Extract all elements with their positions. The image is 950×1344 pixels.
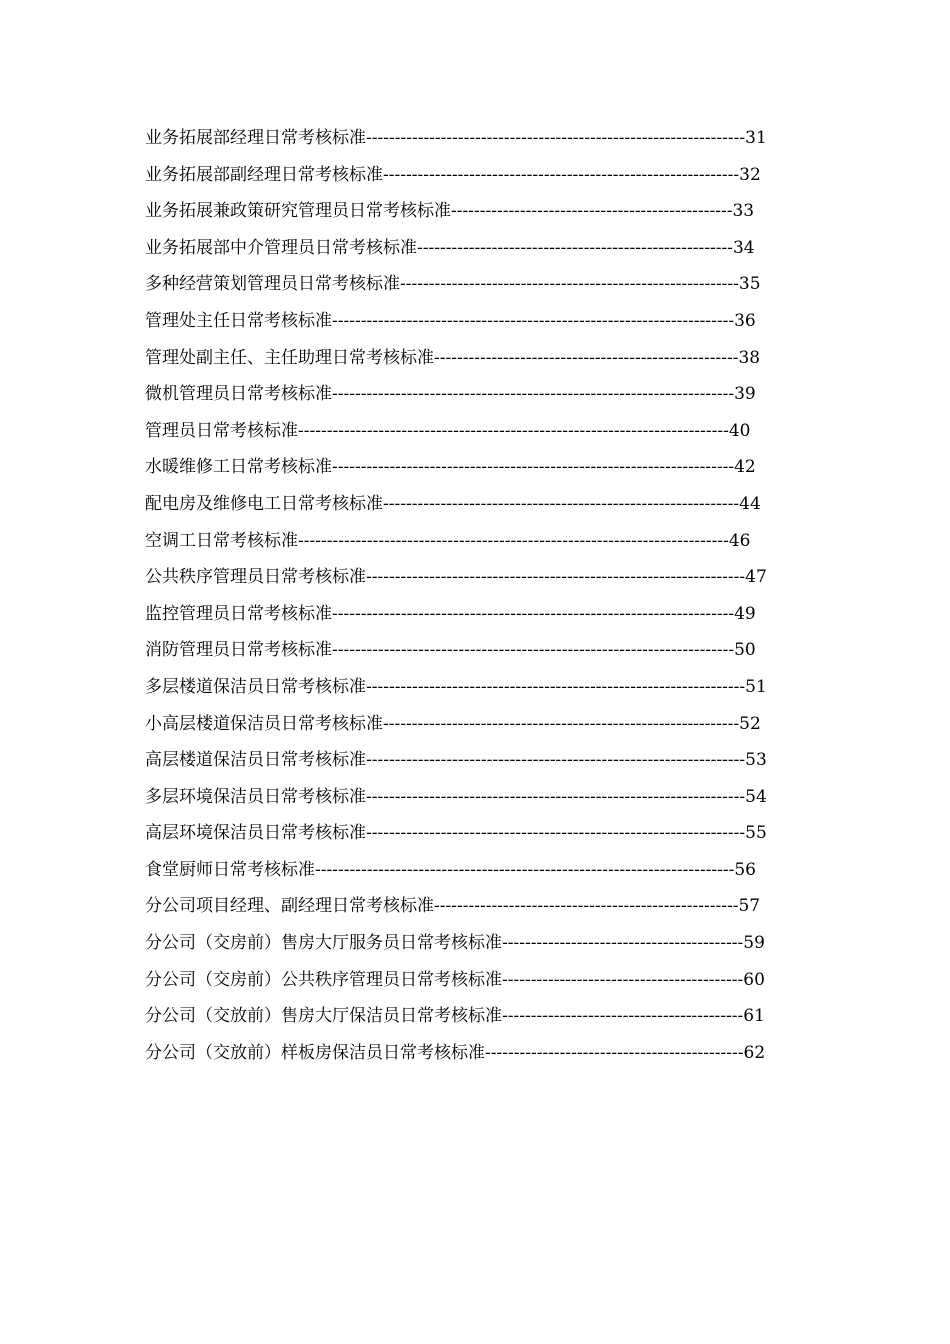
toc-entry-leader: ------------------------------------------------------------------ <box>366 823 746 844</box>
toc-entry[interactable] <box>145 490 805 527</box>
toc-entry-page-number: 60 <box>743 969 765 990</box>
toc-entry-leader: --------------------------------------------------------------------------- <box>298 420 729 441</box>
toc-entry-title: 业务拓展部中介管理员日常考核标准 <box>145 237 417 258</box>
toc-entry-title: 水暖维修工日常考核标准 <box>145 457 332 478</box>
toc-entry-page-number: 54 <box>745 786 767 807</box>
toc-entry-leader: ------------------------------------------------------------------ <box>366 567 746 588</box>
toc-entry[interactable] <box>145 892 805 929</box>
toc-entry-leader: ------------------------------------------------------------------ <box>366 676 746 697</box>
toc-entry-title: 监控管理员日常考核标准 <box>145 603 332 624</box>
toc-entry-leader: ------------------------------------------ <box>502 1006 744 1027</box>
toc-entry-title: 分公司（交放前）样板房保洁员日常考核标准 <box>145 1042 485 1063</box>
toc-entry-leader: ------------------------------------------------------------------ <box>366 786 746 807</box>
toc-entry-leader: -------------------------------------------------------------- <box>383 164 740 185</box>
toc-entry[interactable] <box>145 453 805 490</box>
toc-entry-title: 高层楼道保洁员日常考核标准 <box>145 750 366 771</box>
toc-entry[interactable] <box>145 783 805 820</box>
toc-entry[interactable] <box>145 197 805 234</box>
toc-entry-page-number: 42 <box>734 457 756 478</box>
toc-entry-page-number: 38 <box>738 347 761 368</box>
toc-entry-title: 业务拓展兼政策研究管理员日常考核标准 <box>145 201 451 222</box>
toc-entry[interactable] <box>145 746 805 783</box>
toc-entry[interactable] <box>145 856 805 893</box>
toc-entry-page-number: 32 <box>739 164 761 185</box>
toc-entry-leader: ------------------------------------------------------------------------- <box>315 859 735 880</box>
toc-entry-page-number: 50 <box>734 640 756 661</box>
toc-entry-page-number: 39 <box>734 384 756 405</box>
toc-entry-leader: ------------------------------------------ <box>502 969 744 990</box>
toc-entry-page-number: 62 <box>743 1042 766 1063</box>
toc-entry-title: 多种经营策划管理员日常考核标准 <box>145 274 400 295</box>
toc-entry[interactable] <box>145 819 805 856</box>
toc-entry[interactable] <box>145 161 805 198</box>
toc-entry-page-number: 55 <box>745 823 767 844</box>
toc-entry[interactable] <box>145 1002 805 1039</box>
toc-entry-title: 空调工日常考核标准 <box>145 530 298 551</box>
toc-entry-page-number: 61 <box>743 1006 765 1027</box>
toc-entry-leader: ------------------------------------------------- <box>451 201 733 222</box>
toc-entry-title: 管理员日常考核标准 <box>145 420 298 441</box>
toc-entry[interactable] <box>145 673 805 710</box>
toc-entry-page-number: 53 <box>745 750 767 771</box>
toc-entry-page-number: 51 <box>745 676 767 697</box>
toc-entry-page-number: 49 <box>734 603 756 624</box>
toc-entry-page-number: 36 <box>734 310 756 331</box>
toc-entry-page-number: 35 <box>738 274 761 295</box>
toc-entry[interactable] <box>145 636 805 673</box>
toc-entry-leader: ---------------------------------------------------------------------- <box>332 603 735 624</box>
toc-entry-leader: -------------------------------------------------------------- <box>383 493 740 514</box>
toc-entry-title: 配电房及维修电工日常考核标准 <box>145 493 383 514</box>
toc-entry-leader: --------------------------------------------- <box>485 1042 744 1063</box>
toc-entry-leader: --------------------------------------------------------------------------- <box>298 530 729 551</box>
toc-entry-title: 微机管理员日常考核标准 <box>145 384 332 405</box>
toc-entry-title: 多层环境保洁员日常考核标准 <box>145 786 366 807</box>
toc-entry[interactable] <box>145 124 805 161</box>
toc-entry-page-number: 34 <box>732 237 755 258</box>
toc-entry-leader: ----------------------------------------------------- <box>434 347 739 368</box>
toc-entry[interactable] <box>145 966 805 1003</box>
toc-entry-title: 管理处副主任、主任助理日常考核标准 <box>145 347 434 368</box>
table-of-contents <box>145 124 805 1075</box>
toc-entry-leader: ----------------------------------------------------------- <box>400 274 739 295</box>
toc-entry-page-number: 57 <box>738 896 761 917</box>
toc-entry-title: 消防管理员日常考核标准 <box>145 640 332 661</box>
toc-entry-title: 食堂厨师日常考核标准 <box>145 859 315 880</box>
toc-entry-page-number: 46 <box>728 530 751 551</box>
toc-entry-title: 分公司（交房前）公共秩序管理员日常考核标准 <box>145 969 502 990</box>
toc-entry-title: 分公司（交放前）售房大厅保洁员日常考核标准 <box>145 1006 502 1027</box>
toc-entry-leader: ------------------------------------------------------------------ <box>366 750 746 771</box>
toc-entry[interactable] <box>145 380 805 417</box>
toc-entry-leader: ---------------------------------------------------------------------- <box>332 310 735 331</box>
toc-entry-title: 高层环境保洁员日常考核标准 <box>145 823 366 844</box>
toc-entry-leader: ------------------------------------------------------------------ <box>366 128 746 148</box>
toc-entry[interactable] <box>145 1039 805 1076</box>
toc-entry[interactable] <box>145 929 805 966</box>
toc-entry-leader: ----------------------------------------------------- <box>434 896 739 917</box>
toc-entry-page-number: 47 <box>745 567 767 588</box>
toc-entry[interactable] <box>145 600 805 637</box>
toc-entry[interactable] <box>145 344 805 381</box>
toc-entry-title: 分公司项目经理、副经理日常考核标准 <box>145 896 434 917</box>
toc-entry-page-number: 33 <box>732 201 755 222</box>
toc-entry-leader: ---------------------------------------------------------------------- <box>332 640 735 661</box>
toc-entry[interactable] <box>145 417 805 454</box>
toc-entry-title: 业务拓展部副经理日常考核标准 <box>145 164 383 185</box>
toc-entry-leader: -------------------------------------------------------------- <box>383 713 740 734</box>
toc-entry-leader: ------------------------------------------------------- <box>417 237 733 258</box>
toc-entry-page-number: 56 <box>734 859 756 880</box>
toc-entry-title: 分公司（交房前）售房大厅服务员日常考核标准 <box>145 933 502 954</box>
toc-entry-leader: ------------------------------------------ <box>502 933 744 954</box>
toc-entry-page-number: 52 <box>739 713 761 734</box>
toc-entry-page-number: 59 <box>743 933 765 954</box>
toc-entry-page-number: 40 <box>728 420 751 441</box>
toc-entry-page-number: 44 <box>739 493 761 514</box>
toc-entry-leader: ---------------------------------------------------------------------- <box>332 384 735 405</box>
toc-entry-title: 小高层楼道保洁员日常考核标准 <box>145 713 383 734</box>
toc-entry[interactable] <box>145 563 805 600</box>
toc-entry[interactable] <box>145 307 805 344</box>
toc-entry[interactable] <box>145 710 805 747</box>
toc-entry-leader: ---------------------------------------------------------------------- <box>332 457 735 478</box>
toc-entry-title: 多层楼道保洁员日常考核标准 <box>145 676 366 697</box>
toc-entry[interactable] <box>145 527 805 564</box>
toc-entry-title: 业务拓展部经理日常考核标准 <box>145 128 366 148</box>
toc-entry-title: 管理处主任日常考核标准 <box>145 310 332 331</box>
toc-entry-page-number: 31 <box>745 128 767 148</box>
toc-entry[interactable] <box>145 270 805 307</box>
toc-entry[interactable] <box>145 234 805 271</box>
toc-entry-title: 公共秩序管理员日常考核标准 <box>145 567 366 588</box>
